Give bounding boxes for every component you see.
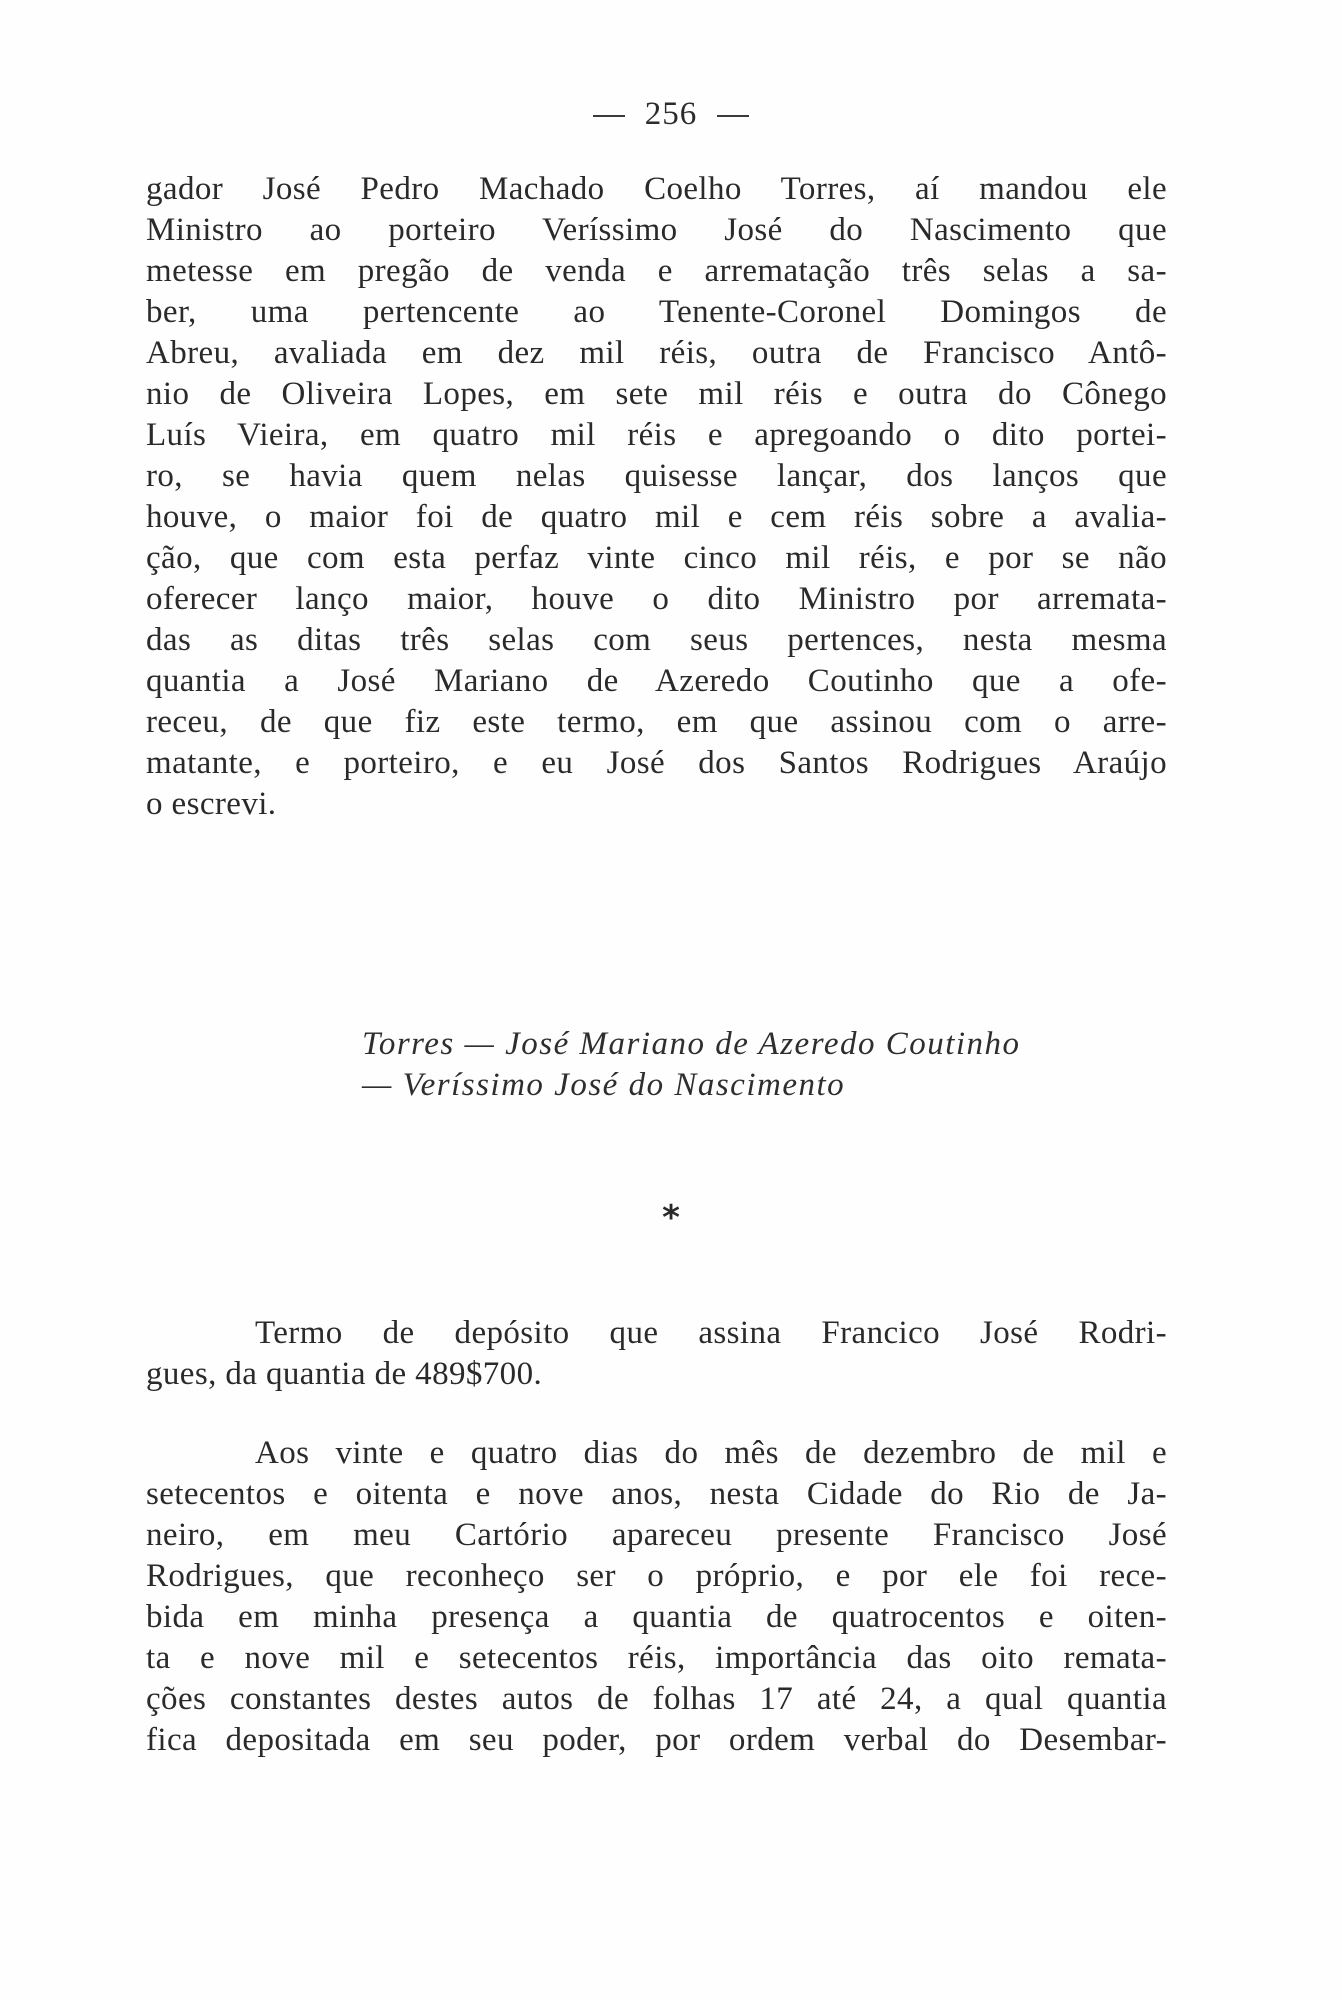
text-line: oferecer lanço maior, houve o dito Ministro por arremata-	[146, 581, 1167, 617]
text-line: ção, que com esta perfaz vinte cinco mil réis, e por se não	[146, 540, 1167, 576]
text-line: metesse em pregão de venda e arrematação três selas a sa-	[146, 253, 1167, 289]
text-line: Aos vinte e quatro dias do mês de dezembro de mil e	[255, 1435, 1167, 1471]
text-line: Luís Vieira, em quatro mil réis e apregoando o dito portei-	[146, 417, 1167, 453]
text-line: quantia a José Mariano de Azeredo Coutinho que a ofe-	[146, 663, 1167, 699]
page-number-value: 256	[644, 96, 698, 132]
text-line: Ministro ao porteiro Veríssimo José do Nascimento que	[146, 212, 1167, 248]
asterisk-separator-icon: *	[662, 1198, 680, 1238]
text-line: nio de Oliveira Lopes, em sete mil réis e outra do Cônego	[146, 376, 1167, 412]
text-line: ta e nove mil e setecentos réis, importância das oito remata-	[146, 1640, 1167, 1676]
text-line: neiro, em meu Cartório apareceu presente Francisco José	[146, 1517, 1167, 1553]
text-line: setecentos e oitenta e nove anos, nesta Cidade do Rio de Ja-	[146, 1476, 1167, 1512]
text-line: ro, se havia quem nelas quisesse lançar, dos lanços que	[146, 458, 1167, 494]
page-number	[0, 96, 1342, 133]
page-number-dash-right	[717, 115, 749, 117]
text-line: ções constantes destes autos de folhas 17 até 24, a qual quantia	[146, 1681, 1167, 1717]
text-line: receu, de que fiz este termo, em que assinou com o arre-	[146, 704, 1167, 740]
section-heading	[146, 1313, 1167, 1395]
heading-line: gues, da quantia de 489$700.	[146, 1356, 543, 1392]
signature-line: — Veríssimo José do Nascimento	[362, 1067, 846, 1103]
text-line: Rodrigues, que reconheço ser o próprio, e por ele foi rece-	[146, 1558, 1167, 1594]
text-line: houve, o maior foi de quatro mil e cem réis sobre a avalia-	[146, 499, 1167, 535]
signature-line: Torres — José Mariano de Azeredo Coutinho	[362, 1026, 1021, 1062]
text-line: das as ditas três selas com seus pertences, nesta mesma	[146, 622, 1167, 658]
heading-line: Termo de depósito que assina Francico José Rodri-	[255, 1315, 1167, 1351]
text-line: ber, uma pertencente ao Tenente-Coronel Domingos de	[146, 294, 1167, 330]
signature-block	[362, 1024, 1021, 1106]
text-line: gador José Pedro Machado Coelho Torres, aí mandou ele	[146, 171, 1167, 207]
page-number-dash-left	[593, 115, 625, 117]
text-line: matante, e porteiro, e eu José dos Santos Rodrigues Araújo	[146, 745, 1167, 781]
text-line: Abreu, avaliada em dez mil réis, outra de Francisco Antô-	[146, 335, 1167, 371]
text-line: o escrevi.	[146, 786, 277, 822]
text-line: bida em minha presença a quantia de quatrocentos e oiten-	[146, 1599, 1167, 1635]
paragraph-deposit-record	[146, 1433, 1167, 1761]
paragraph-auction-record	[146, 169, 1167, 825]
text-line: fica depositada em seu poder, por ordem verbal do Desembar-	[146, 1722, 1167, 1758]
